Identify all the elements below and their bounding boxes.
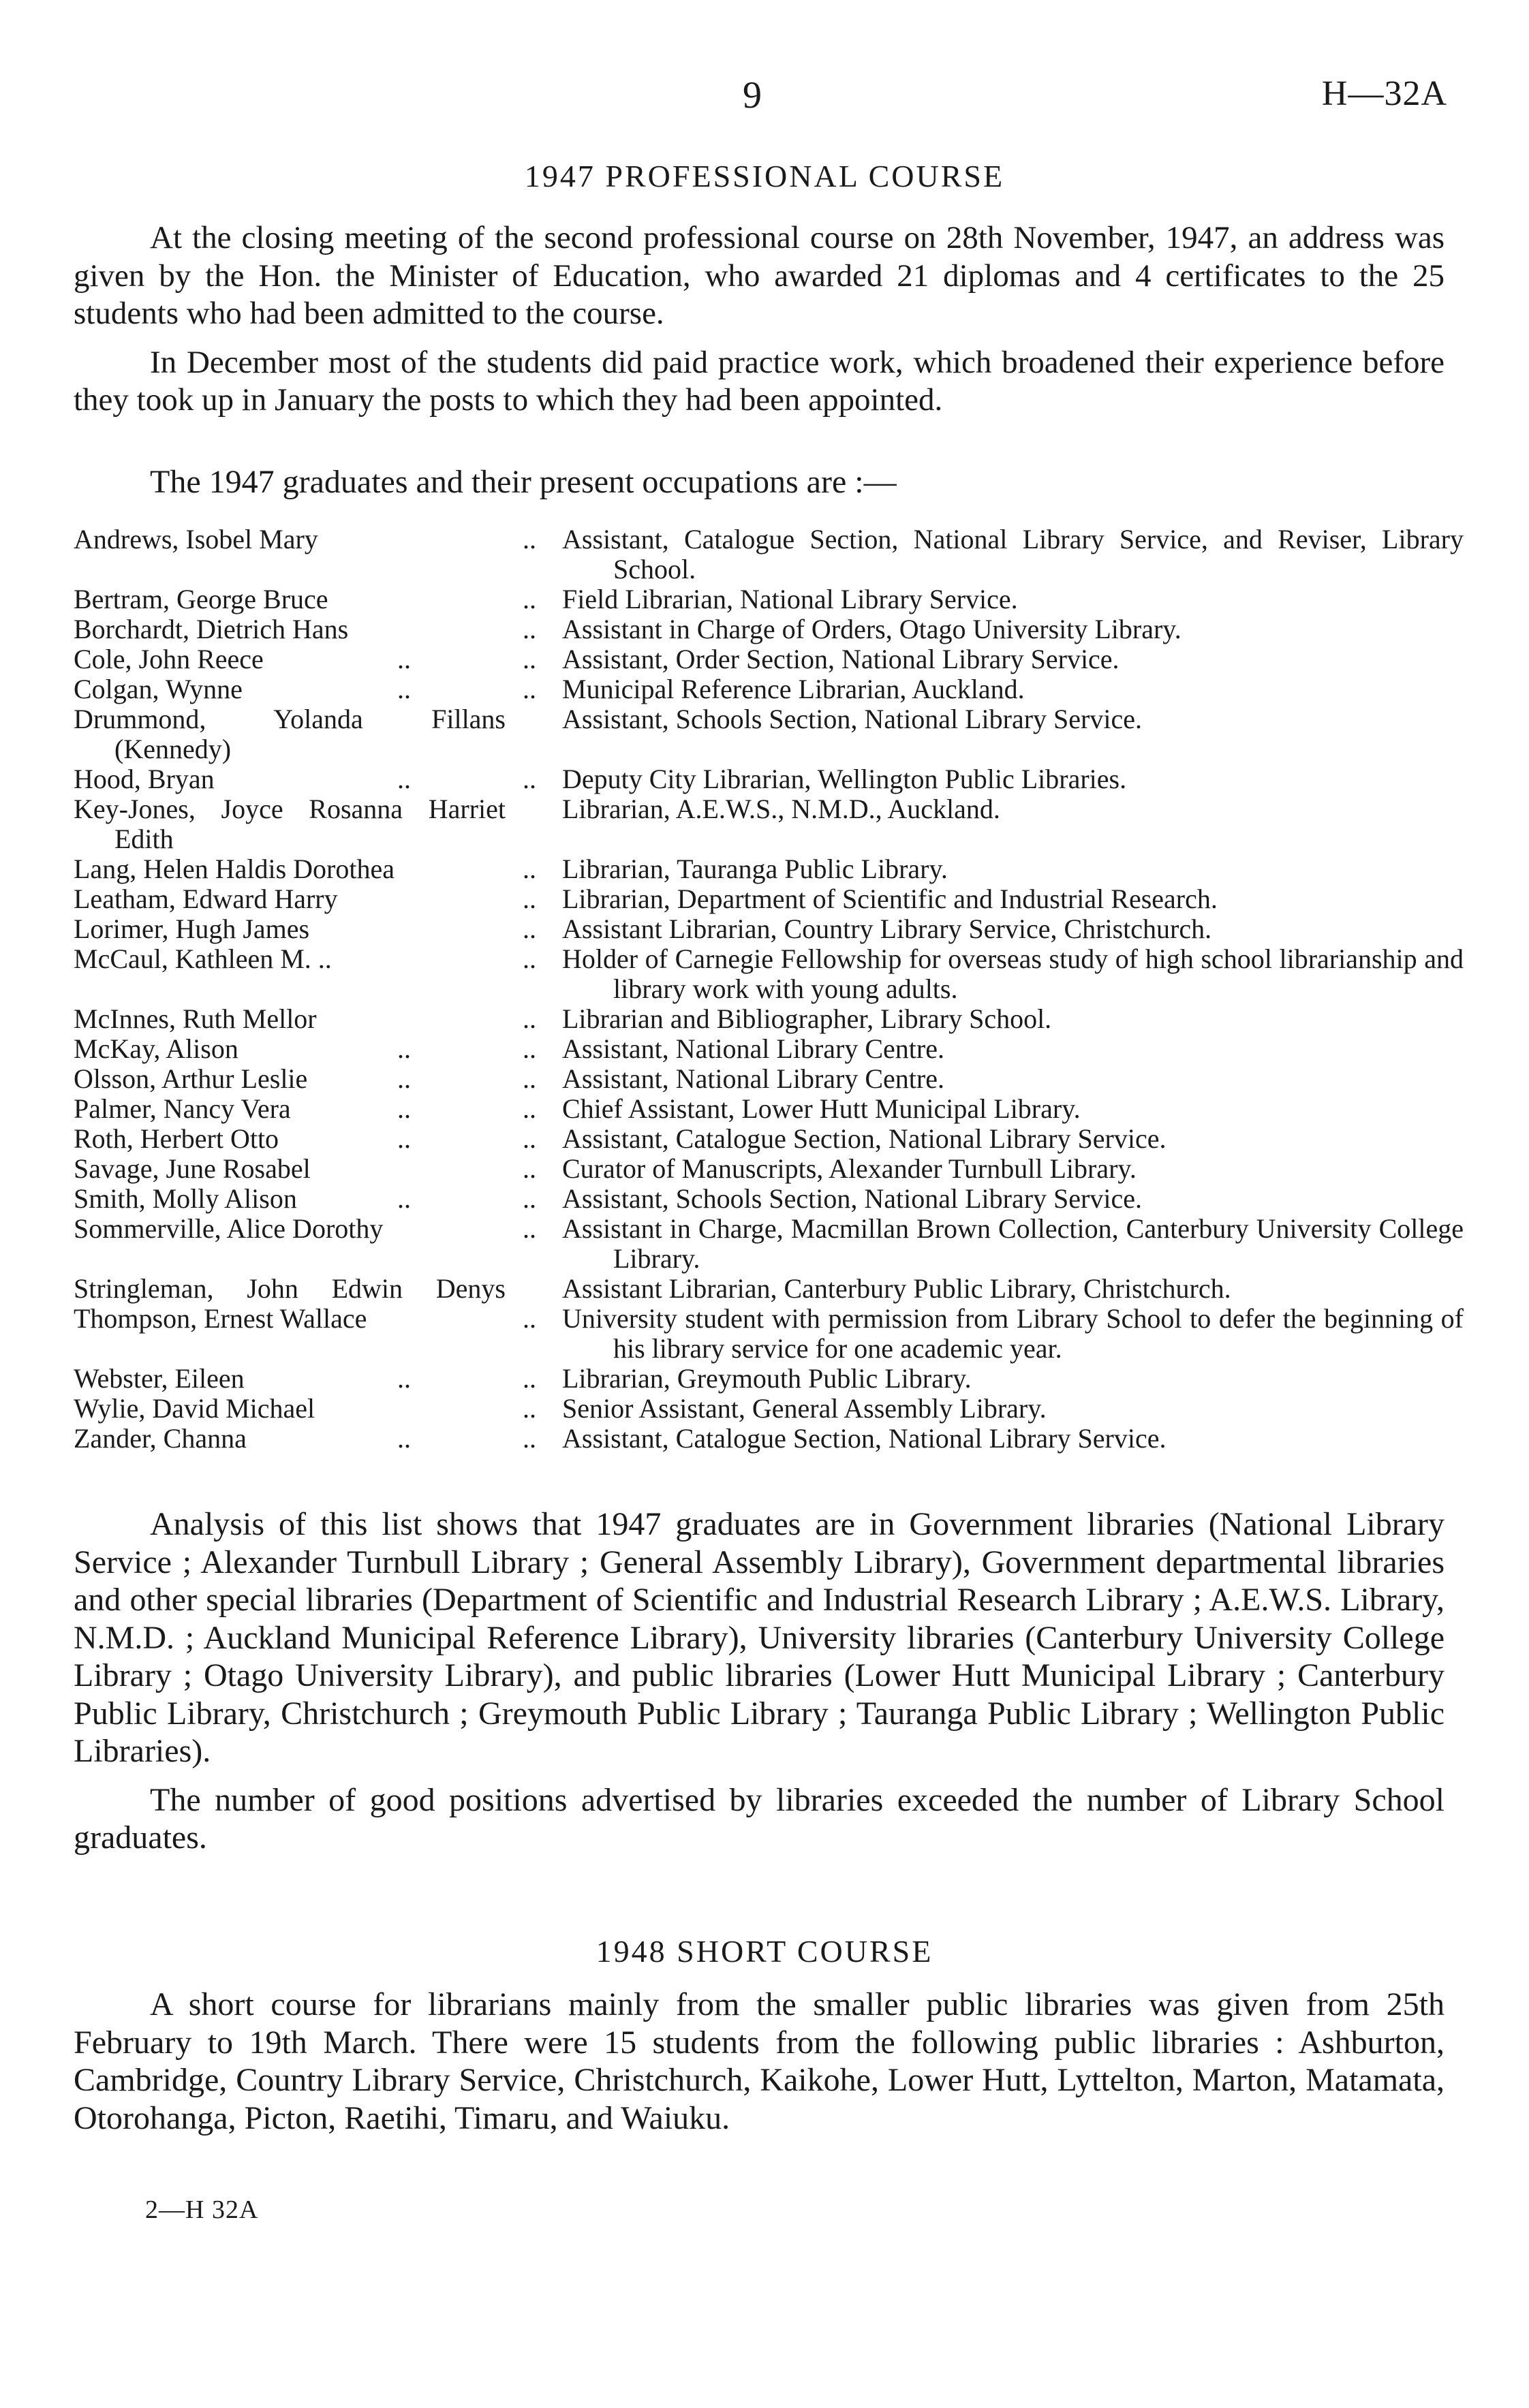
leader-dots: .. [523,614,536,644]
graduate-name: Olsson, Arthur Leslie [74,1063,308,1094]
list-intro: The 1947 graduates and their present occupations are :— [150,464,897,500]
leader-dots: .. [523,1423,536,1454]
graduate-occupation: Holder of Carnegie Fellowship for overseas study of high school librarianship and library work with young adults. [562,943,1464,1004]
graduate-name: Drummond, Yolanda Fillans (Kennedy) [74,704,506,764]
graduate-row [74,1154,1464,1184]
graduate-occupation: Librarian, A.E.W.S., N.M.D., Auckland. [562,794,1000,824]
graduate-row [74,1094,1464,1124]
leader-dots: .. [523,1153,536,1184]
graduate-name: Sommerville, Alice Dorothy [74,1213,384,1244]
graduate-row [74,704,1464,764]
leader-dots: .. [523,764,536,794]
graduate-name: McCaul, Kathleen M. .. [74,943,332,974]
leader-dots: .. [523,1213,536,1244]
graduate-row [74,614,1464,644]
leader-dots: .. [523,943,536,974]
graduate-occupation: Assistant in Charge, Macmillan Brown Collection, Canterbury University College Library. [562,1213,1464,1274]
graduate-row [74,1214,1464,1274]
graduate-occupation: University student with permission from Library School to defer the beginning of his library service for one academic year. [562,1303,1464,1364]
graduate-name: Zander, Channa [74,1423,247,1454]
leader-dots: .. [397,1183,411,1214]
graduate-name: Colgan, Wynne [74,674,243,704]
leader-dots: .. [397,764,411,794]
graduate-occupation: Curator of Manuscripts, Alexander Turnbull Library. [562,1153,1137,1184]
graduate-row [74,584,1464,614]
graduate-occupation: Assistant, National Library Centre. [562,1063,944,1094]
graduates-list [74,525,1464,1454]
graduate-name: Savage, June Rosabel [74,1153,311,1184]
graduate-occupation: Senior Assistant, General Assembly Library. [562,1393,1047,1424]
graduate-row [74,1004,1464,1034]
leader-dots: .. [397,1063,411,1094]
leader-dots: .. [397,1093,411,1124]
leader-dots: .. [523,1063,536,1094]
graduate-name: Roth, Herbert Otto [74,1123,279,1154]
leader-dots: .. [523,1093,536,1124]
leader-dots: .. [523,674,536,704]
graduate-row [74,1424,1464,1454]
graduate-occupation: Librarian and Bibliographer, Library School. [562,1003,1052,1034]
graduate-occupation: Librarian, Department of Scientific and Industrial Research. [562,884,1218,914]
graduate-row [74,884,1464,914]
leader-dots: .. [397,644,411,674]
graduate-name: Cole, John Reece [74,644,264,674]
graduate-name: McKay, Alison [74,1033,238,1064]
graduate-occupation: Assistant, Catalogue Section, National Library Service. [562,1423,1167,1454]
graduate-row [74,1034,1464,1064]
page-number: 9 [743,74,762,116]
leader-dots: .. [397,1423,411,1454]
leader-dots: .. [523,1393,536,1424]
leader-dots: .. [523,644,536,674]
graduate-row [74,1274,1464,1304]
graduate-name: Andrews, Isobel Mary [74,524,318,554]
paragraph: At the closing meeting of the second professional course on 28th November, 1947, an address was given by the Hon. the Minister of Education, who awarded 21 diplomas and 4 certificates to the 25 students who had been admitted to the course. [74,220,1445,331]
graduate-row [74,674,1464,704]
leader-dots: .. [523,1003,536,1034]
short-course-text [74,1986,1445,2148]
graduate-name: Palmer, Nancy Vera [74,1093,291,1124]
graduate-name: McInnes, Ruth Mellor [74,1003,317,1034]
graduate-name: Smith, Molly Alison [74,1183,297,1214]
graduate-row [74,1184,1464,1214]
graduate-occupation: Assistant, Schools Section, National Library Service. [562,704,1142,734]
leader-dots: .. [523,1303,536,1334]
graduate-name: Hood, Bryan [74,764,215,794]
leader-dots: .. [397,1123,411,1154]
leader-dots: .. [523,854,536,884]
graduate-name: Bertram, George Bruce [74,584,328,614]
graduate-row [74,644,1464,674]
section-heading-professional-course: 1947 PROFESSIONAL COURSE [524,159,1005,193]
graduate-occupation: Deputy City Librarian, Wellington Public Libraries. [562,764,1127,794]
graduate-row [74,525,1464,584]
graduate-name: Wylie, David Michael [74,1393,315,1424]
graduate-occupation: Assistant, Catalogue Section, National Library Service, and Reviser, Library School. [562,524,1464,584]
leader-dots: .. [523,584,536,614]
graduate-occupation: Assistant, Schools Section, National Library Service. [562,1183,1142,1214]
graduate-row [74,944,1464,1004]
graduate-name: Webster, Eileen [74,1363,245,1394]
paragraph: A short course for librarians mainly from the smaller public libraries was given from 25th February to 19th March. There were 15 students from the following public libraries : Ashburton, Cambridge, Country Library Service, Christchurch, Kaikohe, Lower Hutt, Lyttelton, Marton, Matamata, Otorohanga, Picton, Raetihi, Timaru, and Waiuku. [74,1986,1445,2136]
graduate-name: Key-Jones, Joyce Rosanna Harriet Edith [74,794,506,854]
paragraph: Analysis of this list shows that 1947 graduates are in Government libraries (National Library Service ; Alexander Turnbull Library ; General Assembly Library), Government departmental libraries and other special libraries (Department of Scientific and Industrial Research Library ; A.E.W.S. Library, N.M.D. ; Auckland Municipal Reference Library), University libraries (Canterbury University College Library ; Otago University Library), and public libraries (Lower Hutt Municipal Library ; Canterbury Public Library, Christchurch ; Greymouth Public Library ; Tauranga Public Library ; Wellington Public Libraries). [74,1506,1445,1769]
leader-dots: .. [523,913,536,944]
graduate-row [74,1064,1464,1094]
graduate-occupation: Assistant, Catalogue Section, National Library Service. [562,1123,1167,1154]
graduate-row [74,794,1464,854]
document-code: H—32A [1321,74,1447,113]
leader-dots: .. [523,1033,536,1064]
paragraph: The number of good positions advertised by libraries exceeded the number of Library School graduates. [74,1781,1445,1856]
leader-dots: .. [397,1033,411,1064]
graduate-row [74,1394,1464,1424]
leader-dots: .. [523,1363,536,1394]
graduate-name: Stringleman, John Edwin Denys [74,1273,506,1304]
graduate-occupation: Librarian, Tauranga Public Library. [562,854,948,884]
intro-text [74,219,1445,431]
graduate-occupation: Field Librarian, National Library Service. [562,584,1018,614]
graduate-name: Leatham, Edward Harry [74,884,338,914]
graduate-occupation: Librarian, Greymouth Public Library. [562,1363,972,1394]
graduate-occupation: Assistant in Charge of Orders, Otago University Library. [562,614,1182,644]
graduate-occupation: Chief Assistant, Lower Hutt Municipal Library. [562,1093,1081,1124]
graduate-occupation: Municipal Reference Librarian, Auckland. [562,674,1025,704]
graduate-row [74,1364,1464,1394]
graduate-row [74,854,1464,884]
graduate-occupation: Assistant, National Library Centre. [562,1033,944,1064]
footer-signature: 2—H 32A [145,2195,259,2224]
graduate-row [74,1304,1464,1364]
graduate-row [74,914,1464,944]
graduate-name: Borchardt, Dietrich Hans [74,614,349,644]
graduate-name: Lorimer, Hugh James [74,913,310,944]
graduate-occupation: Assistant Librarian, Canterbury Public Library, Christchurch. [562,1273,1231,1304]
graduate-occupation: Assistant Librarian, Country Library Service, Christchurch. [562,913,1212,944]
leader-dots: .. [523,1123,536,1154]
graduate-occupation: Assistant, Order Section, National Library Service. [562,644,1119,674]
leader-dots: .. [523,524,536,554]
graduate-name: Thompson, Ernest Wallace [74,1303,367,1334]
graduate-row [74,764,1464,794]
graduate-name: Lang, Helen Haldis Dorothea [74,854,395,884]
leader-dots: .. [397,1363,411,1394]
leader-dots: .. [523,884,536,914]
analysis-text [74,1505,1445,1868]
section-heading-short-course: 1948 SHORT COURSE [596,1934,933,1969]
leader-dots: .. [397,674,411,704]
leader-dots: .. [523,1183,536,1214]
paragraph: In December most of the students did paid practice work, which broadened their experience before they took up in January the posts to which they had been appointed. [74,344,1445,418]
graduate-row [74,1124,1464,1154]
